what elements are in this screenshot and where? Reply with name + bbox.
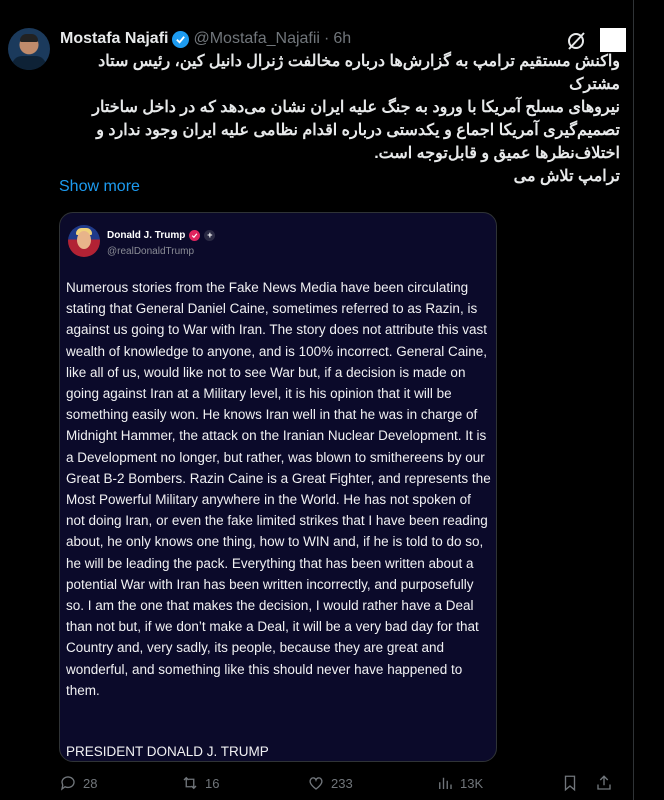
- quote-text: Numerous stories from the Fake News Media have been circulating stating that General Daniel Caine, sometimes referred to as Razin, is against us going to War with Iran. The story does not attribute this vast wealth of knowledge to anyone, and is 100% incorrect. General Caine, like all of us, would like not to see War but, if a decision is made on going against Iran at a Military level, it is his opinion that it will be something easily won. He knows Iran well in that he was in charge of Midnight Hammer, the attack on the Iranian Nuclear Development. It is a Development no longer, but rather, was blown to smithereens by our Great B-2 Bombers. Razin Caine is a Great Fighter, and represents the Most Powerful Military anywhere in the World. He has not spoken of not doing Iran, or even the fake limited strikes that I have been reading about, he only knows one thing, how to WIN and, if he is told to do so, he will be leading the pack. Everything that has been written about a potential War with Iran has been written incorrectly, and purposefully so. I am the one that makes the decision, I would rather have a Deal than not but, if we don’t make a Deal, it will be a very bad day for that Country and, very sadly, its people, because they are great and wonderful, and something like this should never have happened to them.: [66, 280, 491, 698]
- quote-avatar[interactable]: [68, 225, 100, 257]
- action-bar: [59, 774, 619, 796]
- author-handle[interactable]: @Mostafa_Najafii: [193, 30, 320, 47]
- reply-icon: [59, 774, 77, 792]
- quote-verified-icon: [189, 230, 200, 241]
- views-icon: [436, 774, 454, 792]
- quote-signature: PRESIDENT DONALD J. TRUMP: [66, 744, 269, 759]
- separator: ·: [323, 30, 330, 47]
- like-button[interactable]: [307, 774, 353, 792]
- tweet-header: [60, 30, 351, 48]
- like-count: 233: [331, 775, 353, 791]
- bookmark-icon: [561, 774, 579, 792]
- bookmark-button[interactable]: [561, 774, 579, 792]
- tweet-text: واکنش مستقیم ترامپ به گزارش‌ها درباره مخالفت ژنرال دانیل کین، رئیس ستاد مشترک نیروهای مسلح آمریکا با ورود به جنگ علیه ایران نشان می‌دهد که در داخل ساختار تصمیم‌گیری آمریکا اجماع و یکدستی درباره اقدام نظامی علیه ایران وجود ندارد و اختلاف‌نظرها عمیق و قابل‌توجه است. ترامپ تلاش می: [92, 53, 620, 185]
- quote-author-name[interactable]: Donald J. Trump: [107, 230, 186, 241]
- author-name[interactable]: Mostafa Najafi: [60, 30, 169, 47]
- avatar[interactable]: [8, 28, 50, 70]
- share-icon: [595, 774, 613, 792]
- reply-button[interactable]: [59, 774, 97, 792]
- repost-button[interactable]: [181, 774, 219, 792]
- verified-badge-icon[interactable]: [172, 31, 189, 48]
- show-more-link[interactable]: Show more: [59, 178, 140, 195]
- quote-author-handle[interactable]: @realDonaldTrump: [107, 246, 195, 257]
- avatar-shirt: [12, 56, 46, 70]
- scrollbar[interactable]: [633, 0, 634, 800]
- repost-count: 16: [205, 775, 220, 791]
- quote-card[interactable]: [59, 212, 497, 762]
- more-icon[interactable]: [600, 28, 626, 52]
- like-icon: [307, 774, 325, 792]
- views-button[interactable]: [436, 774, 483, 792]
- quote-author-row: [107, 230, 215, 241]
- repost-icon: [181, 774, 199, 792]
- timestamp[interactable]: 6h: [333, 30, 352, 47]
- grok-icon[interactable]: [565, 30, 587, 52]
- quote-plus-badge: +: [204, 230, 215, 241]
- reply-count: 28: [83, 775, 98, 791]
- views-count: 13K: [460, 775, 484, 791]
- quote-avatar-face: [77, 231, 91, 249]
- share-button[interactable]: [595, 774, 613, 792]
- avatar-hair: [20, 34, 38, 42]
